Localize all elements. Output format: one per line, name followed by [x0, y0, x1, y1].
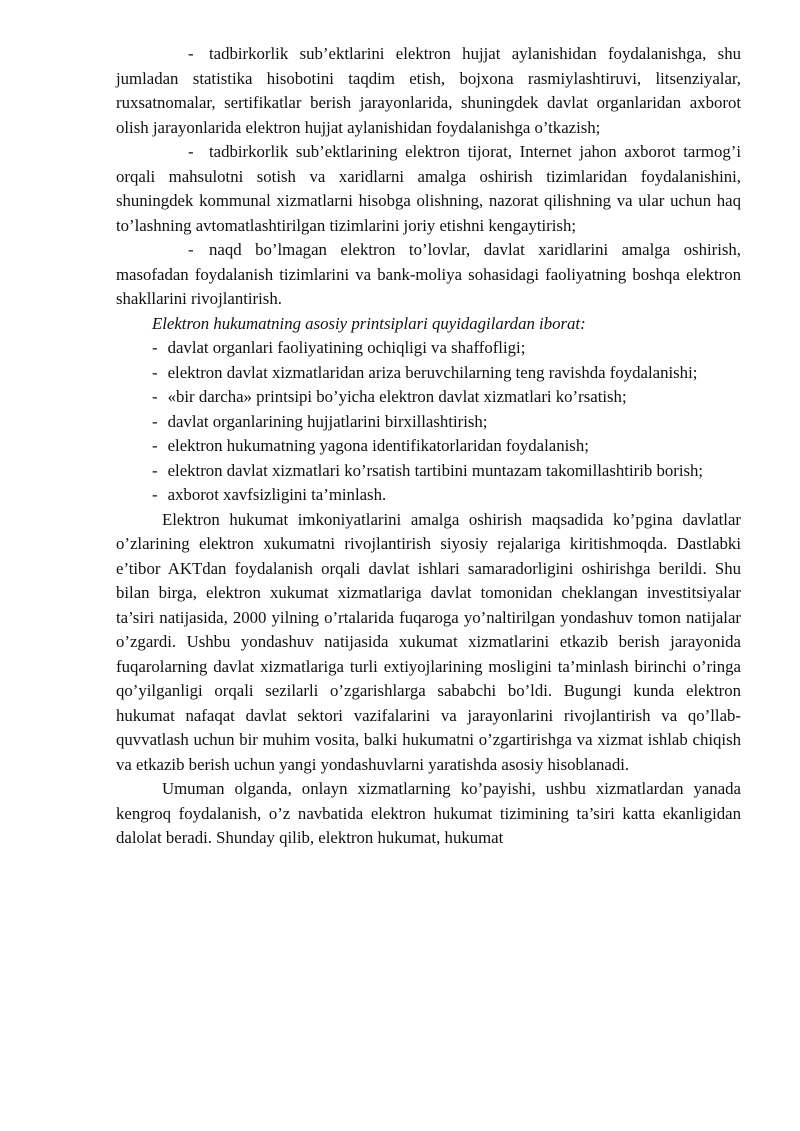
dash-marker: -: [152, 460, 158, 480]
list-item: [116, 238, 741, 312]
principle-text: davlat organlarining hujjatlarini birxillashtirish;: [167, 411, 488, 431]
list-item-text: tadbirkorlik sub’ektlarining elektron tijorat, Internet jahon axborot tarmog’i orqali mahsulotni sotish va xaridlarni amalga oshirish tizimlaridan foydalanishini, shuningdek kommunal xizmatlarni hisobga olishning, nazorat qilishning va ular uchun haq to’lashning avtomatlashtirilgan tizimlarini joriy etishni kengaytirish;: [116, 142, 741, 235]
dash-marker: -: [188, 240, 194, 259]
principle-item: [116, 385, 741, 410]
dash-marker: -: [152, 411, 158, 431]
principle-text: elektron hukumatning yagona identifikatorlaridan foydalanish;: [167, 436, 589, 455]
dash-marker: -: [152, 387, 158, 406]
document-page: [116, 42, 741, 851]
dash-marker: -: [152, 436, 158, 455]
dash-marker: -: [152, 338, 158, 357]
principle-text: axborot xavfsizligini ta’minlash.: [167, 485, 387, 504]
principles-heading: Elektron hukumatning asosiy printsiplari quyidagilardan iborat:: [152, 313, 586, 333]
body-paragraph: Umuman olganda, onlayn xizmatlarning ko’payishi, ushbu xizmatlardan yanada kengroq foydalanish, o’z navbatida elektron hukumat tizimining ta’siri katta ekanligidan dalolat beradi. Shunday qilib, elektron hukumat, hukumat: [116, 779, 741, 847]
dash-marker: -: [152, 485, 158, 504]
list-item: [116, 42, 741, 140]
dash-marker: -: [188, 44, 194, 63]
dash-marker: -: [152, 362, 158, 382]
list-item-text: naqd bo’lmagan elektron to’lovlar, davlat xaridlarini amalga oshirish, masofadan foydalanish tizimlarini va bank-moliya sohasidagi faoliyatning boshqa elektron shakllarini rivojlantirish.: [116, 240, 741, 308]
principle-item: [116, 410, 741, 435]
list-item-text: tadbirkorlik sub’ektlarini elektron hujjat aylanishidan foydalanishga, shu jumladan statistika hisobotini taqdim etish, bojxona rasmiylashtiruvi, litsenziyalar, ruxsatnomalar, sertifikatlar berish jarayonlarida, shuningdek davlat organlaridan axborot olish jarayonlarida elektron hujjat aylanishidan foydalanishga o’tkazish;: [116, 44, 741, 137]
principle-item: [116, 361, 741, 386]
principle-item: [116, 434, 741, 459]
principle-text: elektron davlat xizmatlari ko’rsatish tartibini muntazam takomillashtirib borish;: [167, 460, 704, 480]
dash-marker: -: [188, 142, 194, 161]
principle-item: [116, 483, 741, 508]
principle-text: elektron davlat xizmatlaridan ariza beruvchilarning teng ravishda foydalanishi;: [167, 362, 698, 382]
list-item: [116, 140, 741, 238]
principle-item: [116, 459, 741, 484]
principle-item: [116, 336, 741, 361]
principle-text: davlat organlari faoliyatining ochiqligi va shaffofligi;: [167, 338, 526, 357]
body-paragraph: Elektron hukumat imkoniyatlarini amalga oshirish maqsadida ko’pgina davlatlar o’zlarining elektron xukumatni rivojlantirish siyosiy rejalariga kiritishmoqda. Dastlabki e’tibor AKTdan foydalanish orqali davlat ishlari samaradorligini oshirishga berildi. Shu bilan birga, elektron xukumat xizmatlariga davlat tomonidan cheklangan investitsiyalar ta’siri natijasida, 2000 yilning o’rtalarida fuqaroga yo’naltirilgan yondashuv tomon natijalar o’zgardi. Ushbu yondashuv natijasida xukumat xizmatlarini etkazib berish jarayonida fuqarolarning davlat xizmatlariga turli extiyojlarining mosligini ta’minlash birinchi o’ringa qo’yilganligi orqali sezilarli o’zgarishlarga sababchi bo’ldi. Bugungi kunda elektron hukumat nafaqat davlat sektori vazifalarini va jarayonlarini rivojlantirish va qo’llab-quvvatlash uchun bir muhim vosita, balki hukumatni o’zgartirishga va xizmat ishlab chiqish va etkazib berish uchun yangi yondashuvlarni yaratishda asosiy hisoblanadi.: [116, 509, 741, 774]
principle-text: «bir darcha» printsipi bo’yicha elektron davlat xizmatlari ko’rsatish;: [167, 387, 627, 406]
